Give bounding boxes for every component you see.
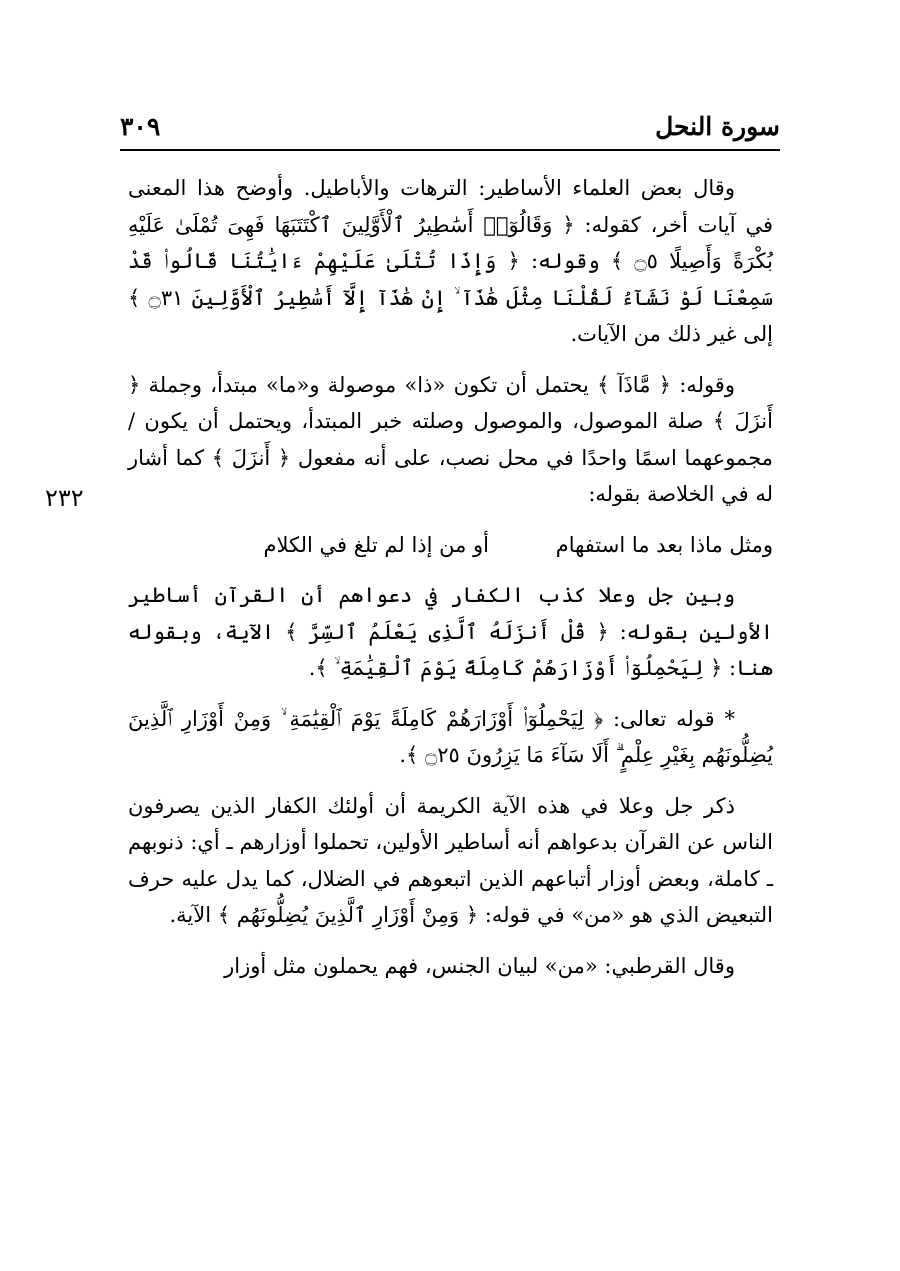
margin-page-reference: ٢٣٢ (45, 484, 84, 512)
paragraph-verse-heading: * قوله تعالى: ﴿ لِيَحْمِلُوٓا۟ أَوْزَارَهُمْ كَامِلَةً يَوْمَ ٱلْقِيَٰمَةِ ۙ وَمِنْ أَوْزَارِ ٱلَّذِينَ يُضِلُّونَهُم بِغَيْرِ عِلْمٍ ۗ أَلَا سَآءَ مَا يَزِرُونَ ۝٢٥ ﴾. (128, 706, 773, 767)
page-number: ٣٠٩ (120, 112, 161, 141)
verse-first-hemistich: ومثل ماذا بعد ما استفهام (555, 532, 773, 557)
poetry-verse (128, 527, 773, 564)
paragraph-kuffar-claim: وبين جل وعلا كذب الكفار في دعواهم أن القرآن أساطير الأولين بقوله: ﴿ قُلْ أَنزَلَهُ ٱلَّذِى يَعْلَمُ ٱلسِّرَّ ﴾ الآية، وبقوله هنا: ﴿ لِيَحْمِلُوٓا۟ أَوْزَارَهُمْ كَامِلَةً يَوْمَ ٱلْقِيَٰمَةِ ۙ ﴾. (128, 583, 773, 680)
verse-second-hemistich: أو من إذا لم تلغ في الكلام (263, 532, 490, 557)
page-header (120, 108, 780, 148)
paragraph-explanation: ذكر جل وعلا في هذه الآية الكريمة أن أولئك الكفار الذين يصرفون الناس عن القرآن بدعواهم أنه أساطير الأولين، تحملوا أوزارهم ـ أي: ذنوبهم ـ كاملة، وبعض أوزار أتباعهم الذين اتبعوهم في الضلال، كما يدل عليه حرف التبعيض الذي هو «من» في قوله: ﴿ وَمِنْ أَوْزَارِ ٱلَّذِينَ يُضِلُّونَهُم ﴾ الآية. (128, 793, 773, 927)
page-body (128, 170, 773, 998)
header-divider (120, 149, 780, 151)
surah-title: سورة النحل (655, 112, 780, 141)
paragraph-madha-grammar: وقوله: ﴿ مَّاذَآ ﴾ يحتمل أن تكون «ذا» موصولة و«ما» مبتدأ، وجملة ﴿ أَنزَلَ ﴾ صلة الموصول، والموصول وصلته خبر المبتدأ، ويحتمل أن يكون / مجموعهما اسمًا واحدًا في محل نصب، على أنه مفعول ﴿ أَنزَلَ ﴾ كما أشار له في الخلاصة بقوله: (128, 372, 773, 506)
paragraph-asatir-meaning: وقال بعض العلماء الأساطير: الترهات والأباطيل. وأوضح هذا المعنى في آيات أخر، كقوله: ﴿ وَقَالُوٓا۟ أَسَٰطِيرُ ٱلْأَوَّلِينَ ٱكْتَتَبَهَا فَهِىَ تُمْلَىٰ عَلَيْهِ بُكْرَةً وَأَصِيلًا ۝٥ ﴾ وقوله: ﴿ وَإِذَا تُتْلَىٰ عَلَيْهِمْ ءَايَٰتُنَا قَالُوا۟ قَدْ سَمِعْنَا لَوْ نَشَآءُ لَقُلْنَا مِثْلَ هَٰذَآ ۙ إِنْ هَٰذَآ إِلَّآ أَسَٰطِيرُ ٱلْأَوَّلِينَ ۝٣١ ﴾ إلى غير ذلك من الآيات. (128, 176, 774, 346)
paragraph-qurtubi: وقال القرطبي: «من» لبيان الجنس، فهم يحملون مثل أوزار (224, 953, 735, 978)
